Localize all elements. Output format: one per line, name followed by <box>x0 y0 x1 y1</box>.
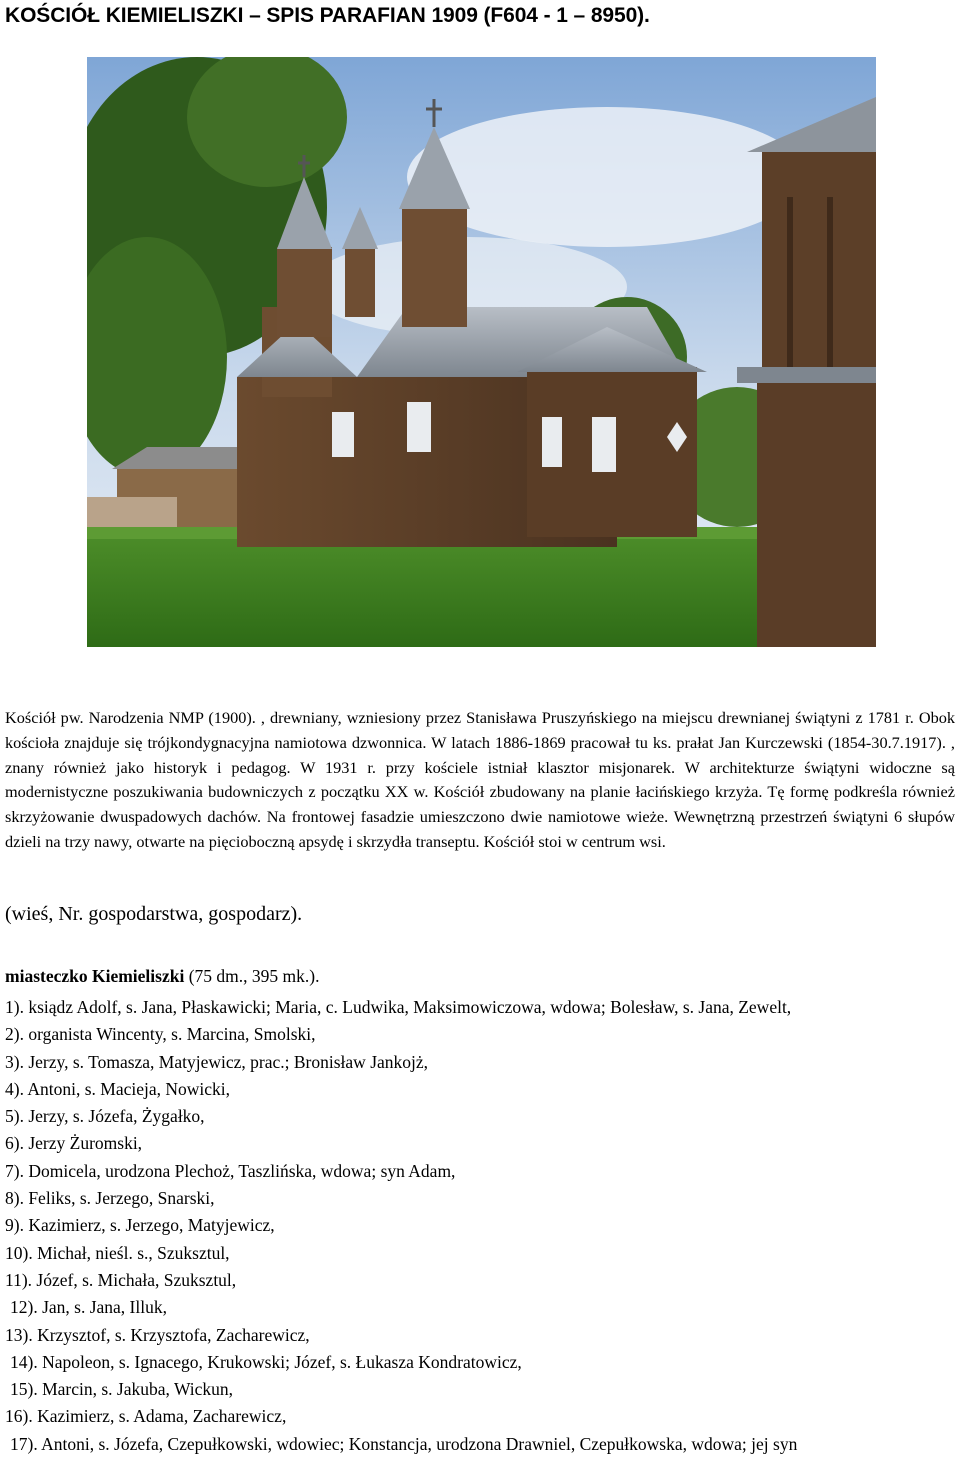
church-description: Kościół pw. Narodzenia NMP (1900). , drewniany, wzniesiony przez Stanisława Pruszyńskiego na miejscu drewnianej świątyni z 1781 r. Obok kościoła znajduje się trójkondygnacyjna namiotowa dzwonnica. W latach 1886-1869 pracował tu ks. prałat Jan Kurczewski (1854-30.7.1917). , znany również jako historyk i pedagog. W 1931 r. przy kościele istniał klasztor misjonarek. W architekturze świątyni widoczne są modernistyczne poszukiwania budowniczych z początku XX w. Kościół zbudowany na planie łacińskiego krzyża. Tę formę podkreśla również skrzyżowanie dwuspadowych dachów. Na frontowej fasadzie umieszczono dwie namiotowe wieże. Wewnętrzną przestrzeń świątyni 6 słupów dzieli na trzy nawy, otwarte na pięcioboczną apsydę i skrzydła transeptu. Kościół stoi w centrum wsi. <box>5 708 955 851</box>
list-item: 2). organista Wincenty, s. Marcina, Smolski, <box>5 1024 316 1045</box>
list-item: 6). Jerzy Żuromski, <box>5 1133 143 1154</box>
town-heading <box>5 966 319 987</box>
list-item: 11). Józef, s. Michała, Szuksztul, <box>5 1269 237 1290</box>
parishioner-list <box>5 994 960 1458</box>
town-stats: (75 dm., 395 mk.). <box>188 966 320 986</box>
list-item: 8). Feliks, s. Jerzego, Snarski, <box>5 1188 215 1209</box>
list-item: 3). Jerzy, s. Tomasza, Matyjewicz, prac.; Bronisław Jankojż, <box>5 1051 429 1072</box>
legend-line: (wieś, Nr. gospodarstwa, gospodarz). <box>5 903 303 925</box>
list-item: 14). Napoleon, s. Ignacego, Krukowski; Józef, s. Łukasza Kondratowicz, <box>10 1351 522 1372</box>
list-item: 4). Antoni, s. Macieja, Nowicki, <box>5 1078 231 1099</box>
list-item: 1). ksiądz Adolf, s. Jana, Płaskawicki; Maria, c. Ludwika, Maksimowiczowa, wdowa; Bolesław, s. Jana, Zewelt, <box>5 997 792 1017</box>
list-item: 17). Antoni, s. Józefa, Czepułkowski, wdowiec; Konstancja, urodzona Drawniel, Czepułkowska, wdowa; jej syn <box>10 1433 798 1454</box>
list-item: 15). Marcin, s. Jakuba, Wickun, <box>10 1379 234 1400</box>
list-item: 9). Kazimierz, s. Jerzego, Matyjewicz, <box>5 1215 275 1236</box>
list-item: 12). Jan, s. Jana, Illuk, <box>10 1297 167 1318</box>
list-item: 10). Michał, nieśl. s., Szuksztul, <box>5 1242 230 1263</box>
list-item: 16). Kazimierz, s. Adama, Zacharewicz, <box>5 1406 287 1427</box>
church-photo <box>87 57 876 647</box>
list-item: 13). Krzysztof, s. Krzysztofa, Zacharewicz, <box>5 1324 310 1345</box>
town-name: miasteczko Kiemieliszki <box>5 966 185 986</box>
document-title: KOŚCIÓŁ KIEMIELISZKI – SPIS PARAFIAN 1909 (F604 - 1 – 8950). <box>5 4 650 27</box>
list-item: 7). Domicela, urodzona Plechoż, Taszlińska, wdowa; syn Adam, <box>5 1160 456 1181</box>
list-item: 5). Jerzy, s. Józefa, Żygałko, <box>5 1106 205 1127</box>
